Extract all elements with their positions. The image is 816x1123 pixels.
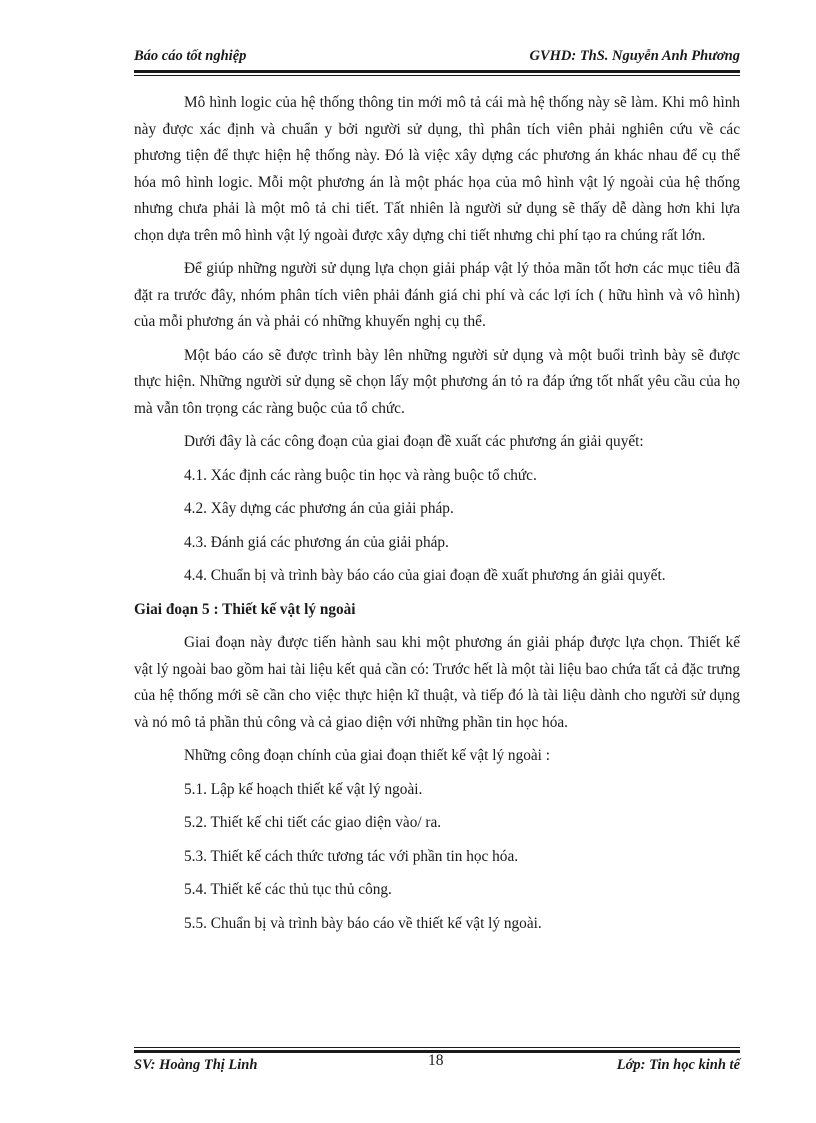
list-item-5-3: 5.3. Thiết kế cách thức tương tác với phần tin học hóa.: [184, 847, 519, 865]
list-item-5-2: 5.2. Thiết kế chi tiết các giao diện vào/ ra.: [184, 814, 442, 831]
page-number: 18: [428, 1052, 444, 1069]
list-item-5-1: 5.1. Lập kế hoạch thiết kế vật lý ngoài.: [184, 780, 423, 798]
list-item-4-3: 4.3. Đánh giá các phương án của giải pháp.: [184, 533, 449, 551]
list-item-4-4: 4.4. Chuẩn bị và trình bày báo cáo của giai đoạn đề xuất phương án giải quyết.: [184, 567, 666, 584]
header-rule-thick: [134, 70, 740, 73]
footer-rule-thin: [134, 1047, 740, 1048]
paragraph-stage4-intro: Dưới đây là các công đoạn của giai đoạn đề xuất các phương án giải quyết:: [184, 433, 644, 450]
list-item-4-2: 4.2. Xây dựng các phương án của giải pháp.: [184, 500, 454, 517]
header-rule-thin: [134, 75, 740, 76]
list-item-5-4: 5.4. Thiết kế các thủ tục thủ công.: [184, 881, 392, 898]
section-heading-stage5: Giai đoạn 5 : Thiết kế vật lý ngoài: [134, 600, 356, 618]
page-header: [134, 48, 740, 70]
paragraph-cost-evaluation: Để giúp những người sử dụng lựa chọn giải pháp vật lý thỏa mãn tốt hơn các mục tiêu đã đặt ra trước đây, nhóm phân tích viên phải đánh giá chi phí và các lợi ích ( hữu hình và vô hình) của mỗi phương án và phải có những khuyến nghị cụ thể.: [134, 260, 740, 330]
list-item-4-1: 4.1. Xác định các ràng buộc tin học và ràng buộc tổ chức.: [184, 466, 537, 484]
footer-student-name: SV: Hoàng Thị Linh: [134, 1057, 258, 1073]
header-report-title: Báo cáo tốt nghiệp: [134, 48, 247, 64]
page-footer: [134, 1054, 740, 1078]
paragraph-stage5-intro: Những công đoạn chính của giai đoạn thiết kế vật lý ngoài :: [184, 747, 550, 764]
footer-class-name: Lớp: Tin học kinh tế: [616, 1057, 740, 1073]
list-item-5-5: 5.5. Chuẩn bị và trình bày báo cáo về thiết kế vật lý ngoài.: [184, 914, 542, 932]
paragraph-report-presentation: Một báo cáo sẽ được trình bày lên những người sử dụng và một buổi trình bày sẽ được thực hiện. Những người sử dụng sẽ chọn lấy một phương án tỏ ra đáp ứng tốt nhất yêu cầu của họ mà vẫn tôn trọng các ràng buộc của tổ chức.: [134, 346, 740, 417]
page-body: [134, 90, 740, 944]
header-supervisor: GVHD: ThS. Nguyễn Anh Phương: [529, 48, 740, 64]
paragraph-logic-model: Mô hình logic của hệ thống thông tin mới mô tả cái mà hệ thống này sẽ làm. Khi mô hình này được xác định và chuẩn y bởi người sử dụng, thì phân tích viên phải nghiên cứu về các phương tiện để thực hiện hệ thống này. Đó là việc xây dựng các phương án khác nhau để cụ thể hóa mô hình logic. Mỗi một phương án là một phác họa của mô hình vật lý ngoài của hệ thống nhưng chưa phải là một mô tả chi tiết. Tất nhiên là người sử dụng sẽ thấy dễ dàng hơn khi lựa chọn dựa trên mô hình vật lý ngoài được xây dựng chi tiết nhưng chi phí tạo ra chúng rất lớn.: [134, 94, 740, 244]
paragraph-stage5-description: Giai đoạn này được tiến hành sau khi một phương án giải pháp được lựa chọn. Thiết kế vật lý ngoài bao gồm hai tài liệu kết quả cần có: Trước hết là một tài liệu bao chứa tất cả đặc trưng của hệ thống mới sẽ cần cho việc thực hiện kĩ thuật, và tiếp đó là tài liệu dành cho người sử dụng và nó mô tả phần thủ công và cả giao diện với những phần tin học hóa.: [134, 634, 740, 731]
